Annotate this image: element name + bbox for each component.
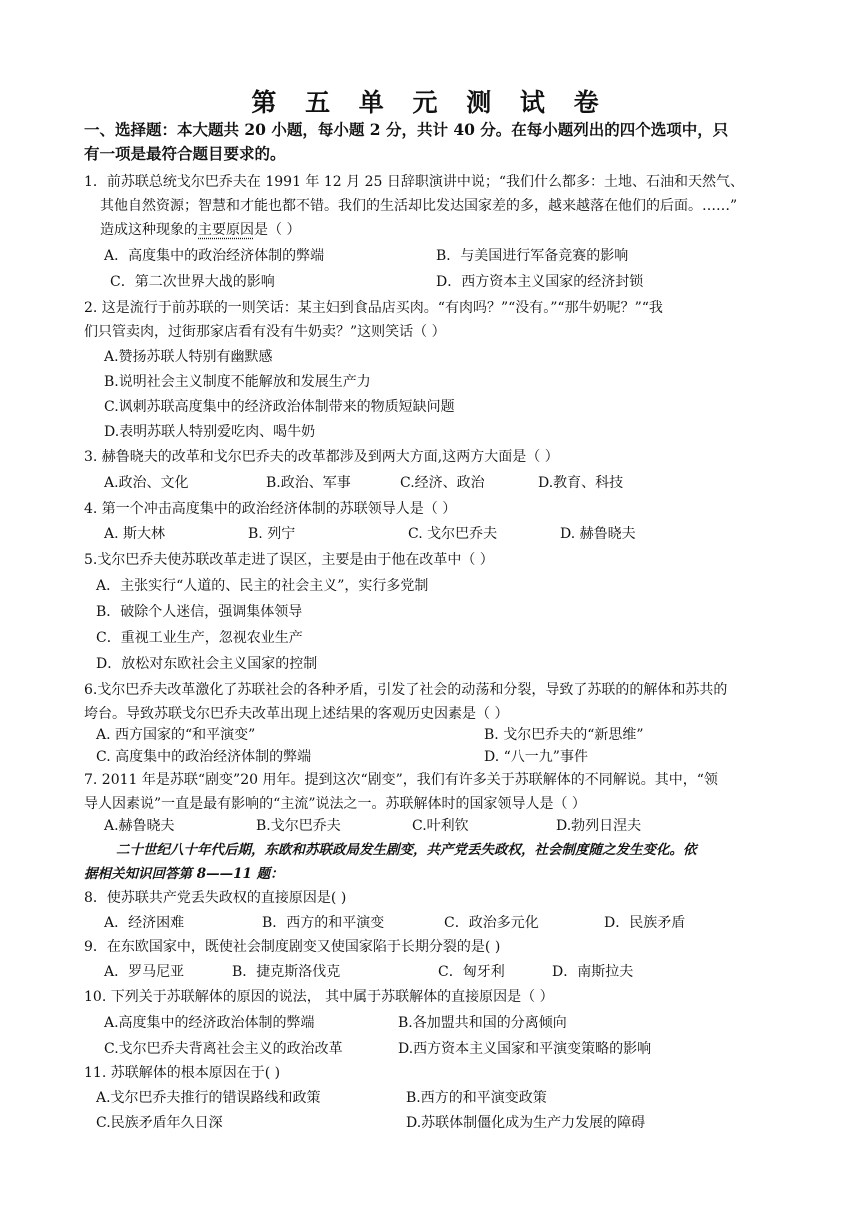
question-10-option-b: B.各加盟共和国的分离倾向 [398,1015,567,1031]
question-2-line1: 2. 这是流行于前苏联的一则笑话：某主妇到食品店买肉。“有肉吗？”“没有。”“那牛奶呢？”“我 [84,300,663,316]
group-instruction-line1: 二十世纪八十年代后期，东欧和苏联政局发生剧变，共产党丢失政权，社会制度随之发生变化。依 [116,842,697,858]
question-10-option-a: A.高度集中的经济政治体制的弊端 [104,1015,315,1031]
question-5-option-d: D．放松对东欧社会主义国家的控制 [96,656,318,672]
question-4-line1: 4. 第一个冲击高度集中的政治经济体制的苏联领导人是（ ） [84,501,457,517]
group-instruction-line2: 据相关知识回答第 8——11 题： [84,866,284,882]
page-title: 第 五 单 元 测 试 卷 [251,88,609,117]
question-3-line1: 3. 赫鲁晓夫的改革和戈尔巴乔夫的改革都涉及到两大方面,这两方大面是（ ） [84,449,559,465]
question-8-option-c: C．政治多元化 [444,915,539,931]
question-2-option-d: D.表明苏联人特别爱吃肉、喝牛奶 [104,424,316,440]
question-8-option-a: A．经济困难 [104,915,185,931]
question-11-option-c: C.民族矛盾年久日深 [96,1115,223,1131]
question-6-option-c: C. 高度集中的政治经济体制的弊端 [96,749,312,765]
question-6-line2: 垮台。导致苏联戈尔巴乔夫改革出现上述结果的客观历史因素是（ ） [84,706,509,722]
question-1-text-a: 造成这种现象的 [100,222,198,238]
question-6-option-a: A. 西方国家的“和平演变” [96,727,256,743]
question-3-option-d: D.教育、科技 [538,475,624,491]
question-10-option-c: C.戈尔巴乔夫背离社会主义的政治改革 [104,1041,343,1057]
question-2-option-b: B.说明社会主义制度不能解放和发展生产力 [104,374,371,390]
question-11-option-b: B.西方的和平演变政策 [406,1090,547,1106]
question-6-option-b: B. 戈尔巴乔夫的“新思维” [484,727,644,743]
question-7-line1: 7. 2011 年是苏联“剧变”20 用年。提到这次“剧变”，我们有许多关于苏联解体的不同解说。其中，“领 [84,772,718,788]
question-1-option-b: B．与美国进行军备竞赛的影响 [436,248,629,264]
question-4-option-d: D. 赫鲁晓夫 [560,526,636,542]
question-4-option-a: A. 斯大林 [104,526,166,542]
section-heading-line1: 一、选择题：本大题共 20 小题，每小题 2 分，共计 40 分。在每小题列出的四个选项中，只 [84,120,729,139]
question-11-option-d: D.苏联体制僵化成为生产力发展的障碍 [406,1115,646,1131]
question-9-option-a: A．罗马尼亚 [104,964,185,980]
question-3-option-a: A.政治、文化 [104,475,189,491]
question-1-line2: 其他自然资源；智慧和才能也都不错。我们的生活却比发达国家差的多，越来越落在他们的后面。……” [100,198,738,214]
question-1-option-d: D．西方资本主义国家的经济封锁 [436,274,644,290]
question-6-line1: 6.戈尔巴乔夫改革激化了苏联社会的各种矛盾，引发了社会的动荡和分裂，导致了苏联的的解体和苏共的 [84,682,728,698]
question-8-line1: 8．使苏联共产党丢失政权的直接原因是( ) [84,890,347,906]
section-heading-line2: 有一项是最符合题目要求的。 [84,144,286,163]
question-2-option-c: C.讽刺苏联高度集中的经济政治体制带来的物质短缺问题 [104,399,455,415]
question-7-option-a: A.赫鲁晓夫 [104,818,175,834]
question-1-line1: 1．前苏联总统戈尔巴乔夫在 1991 年 12 月 25 日辞职演讲中说；“我们什么都多：土地、石油和天然气、 [84,174,745,190]
question-3-option-b: B.政治、军事 [266,475,351,491]
question-5-option-b: B．破除个人迷信，强调集体领导 [96,604,303,620]
question-1-text-c: 是（ ） [254,222,301,238]
question-11-line1: 11. 苏联解体的根本原因在于( ) [84,1065,281,1081]
question-11-option-a: A.戈尔巴乔夫推行的错误路线和政策 [96,1090,321,1106]
question-9-option-c: C．匈牙利 [438,964,505,980]
question-1-option-a: A．高度集中的政治经济体制的弊端 [104,248,325,264]
question-7-option-d: D.勃列日涅夫 [556,818,642,834]
question-4-option-b: B. 列宁 [248,526,296,542]
question-8-option-b: B．西方的和平演变 [262,915,385,931]
question-3-option-c: C.经济、政治 [400,475,485,491]
question-9-option-b: B．捷克斯洛伐克 [232,964,341,980]
question-1-line3 [100,219,800,241]
question-6-option-d: D. “八一九”事件 [484,749,588,765]
question-1-emphasis: 主要原因 [198,222,254,238]
question-9-line1: 9．在东欧国家中，既使社会制度剧变又使国家陷于长期分裂的是( ) [84,939,501,955]
question-4-option-c: C. 戈尔巴乔夫 [408,526,498,542]
question-7-option-b: B.戈尔巴乔夫 [256,818,341,834]
question-2-option-a: A.赞扬苏联人特别有幽默感 [104,349,273,365]
question-1-option-c: C．第二次世界大战的影响 [110,274,275,290]
question-5-option-c: C．重视工业生产，忽视农业生产 [96,630,303,646]
question-10-option-d: D.西方资本主义国家和平演变策略的影响 [398,1041,652,1057]
question-7-line2: 导人因素说”一直是最有影响的“主流”说法之一。苏联解体时的国家领导人是（ ） [84,796,586,812]
question-8-option-d: D．民族矛盾 [604,915,686,931]
question-5-option-a: A．主张实行“人道的、民主的社会主义”，实行多党制 [96,578,429,594]
question-5-line1: 5.戈尔巴乔夫使苏联改革走进了误区，主要是由于他在改革中（ ） [84,552,494,568]
question-7-option-c: C.叶利钦 [412,818,469,834]
question-10-line1: 10. 下列关于苏联解体的原因的说法， 其中属于苏联解体的直接原因是（ ） [84,989,554,1005]
question-2-line2: 们只管卖肉，过街那家店看有没有牛奶卖？”这则笑话（ ） [84,324,446,340]
question-9-option-d: D．南斯拉夫 [552,964,634,980]
